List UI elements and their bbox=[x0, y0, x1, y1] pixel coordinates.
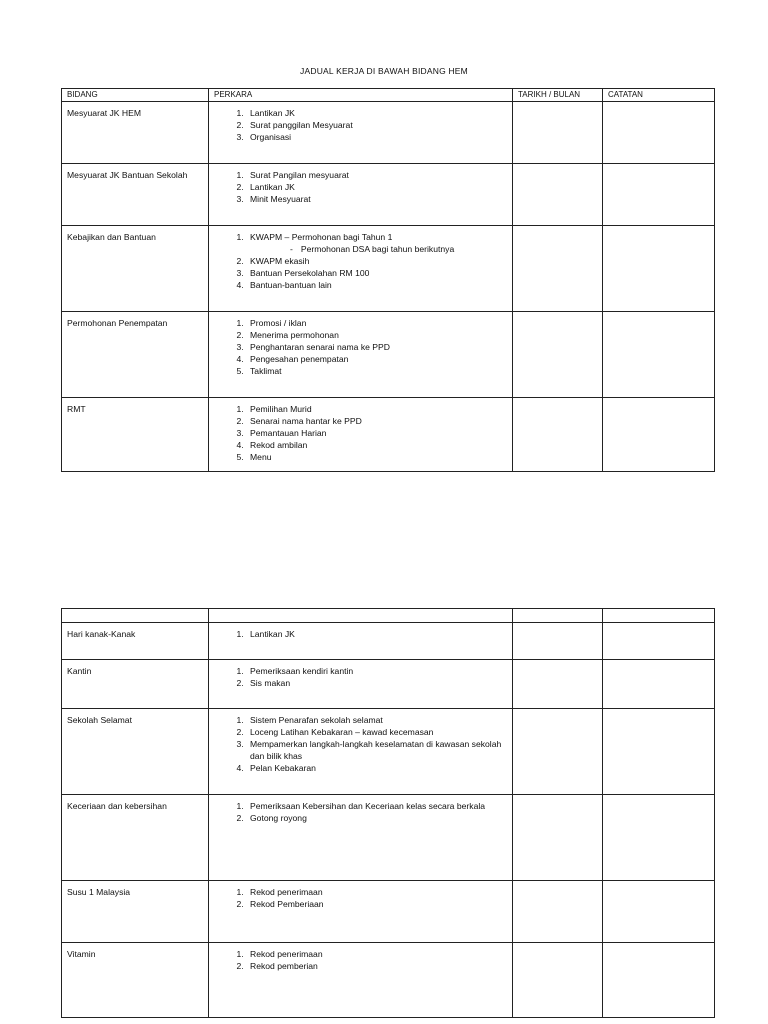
area-cell: RMT bbox=[62, 398, 209, 472]
items-cell bbox=[209, 312, 513, 398]
list-item: 1. Pemilihan Murid bbox=[246, 403, 507, 415]
header-tarikh-bulan: TARIKH / BULAN bbox=[513, 89, 603, 102]
date-cell[interactable] bbox=[513, 660, 603, 709]
date-cell[interactable] bbox=[513, 623, 603, 660]
list-item: 3. Minit Mesyuarat bbox=[246, 193, 507, 205]
items-list bbox=[214, 881, 507, 910]
area-cell: Susu 1 Malaysia bbox=[62, 881, 209, 943]
table-row bbox=[62, 623, 715, 660]
notes-cell[interactable] bbox=[603, 623, 715, 660]
area-cell: Vitamin bbox=[62, 943, 209, 1018]
table-row bbox=[62, 164, 715, 226]
date-cell[interactable] bbox=[513, 226, 603, 312]
table-row bbox=[62, 312, 715, 398]
header-cell bbox=[513, 609, 603, 623]
table-row bbox=[62, 709, 715, 795]
list-item: 2. KWAPM ekasih bbox=[246, 255, 507, 267]
table-row bbox=[62, 660, 715, 709]
area-cell: Permohonan Penempatan bbox=[62, 312, 209, 398]
header-bidang: BIDANG bbox=[62, 89, 209, 102]
area-cell: Keceriaan dan kebersihan bbox=[62, 795, 209, 881]
date-cell[interactable] bbox=[513, 102, 603, 164]
table-row bbox=[62, 943, 715, 1018]
list-item: 1. Surat Pangilan mesyuarat bbox=[246, 169, 507, 181]
items-cell bbox=[209, 881, 513, 943]
items-cell bbox=[209, 226, 513, 312]
items-list bbox=[214, 795, 507, 824]
date-cell[interactable] bbox=[513, 398, 603, 472]
area-cell: Mesyuarat JK Bantuan Sekolah bbox=[62, 164, 209, 226]
list-item: 5. Menu bbox=[246, 451, 507, 463]
list-item: 4. Bantuan-bantuan lain bbox=[246, 279, 507, 291]
date-cell[interactable] bbox=[513, 881, 603, 943]
list-item: 2. Lantikan JK bbox=[246, 181, 507, 193]
work-schedule-table-1 bbox=[61, 88, 715, 472]
date-cell[interactable] bbox=[513, 312, 603, 398]
table-header-row bbox=[62, 609, 715, 623]
notes-cell[interactable] bbox=[603, 312, 715, 398]
list-item: 1. Lantikan JK bbox=[246, 107, 507, 119]
table-row bbox=[62, 795, 715, 881]
area-cell: Kantin bbox=[62, 660, 209, 709]
items-list bbox=[214, 623, 507, 640]
list-item: 3. Mempamerkan langkah-langkah keselamatan di kawasan sekolah dan bilik khas bbox=[246, 738, 507, 762]
notes-cell[interactable] bbox=[603, 102, 715, 164]
items-list bbox=[214, 709, 507, 774]
notes-cell[interactable] bbox=[603, 164, 715, 226]
sub-list-item: - Permohonan DSA bagi tahun berikutnya bbox=[300, 243, 507, 255]
list-item: 2. Gotong royong bbox=[246, 812, 507, 824]
notes-cell[interactable] bbox=[603, 660, 715, 709]
area-cell: Sekolah Selamat bbox=[62, 709, 209, 795]
table-row bbox=[62, 881, 715, 943]
list-item: 2. Rekod pemberian bbox=[246, 960, 507, 972]
list-item: 2. Loceng Latihan Kebakaran – kawad kecemasan bbox=[246, 726, 507, 738]
area-cell: Mesyuarat JK HEM bbox=[62, 102, 209, 164]
list-item: 4. Rekod ambilan bbox=[246, 439, 507, 451]
table-header-row bbox=[62, 89, 715, 102]
notes-cell[interactable] bbox=[603, 795, 715, 881]
list-item: 4. Pelan Kebakaran bbox=[246, 762, 507, 774]
items-cell bbox=[209, 795, 513, 881]
items-list bbox=[214, 660, 507, 689]
list-item: 1. Pemeriksaan Kebersihan dan Keceriaan kelas secara berkala bbox=[246, 800, 507, 812]
header-cell bbox=[209, 609, 513, 623]
area-cell: Hari kanak-Kanak bbox=[62, 623, 209, 660]
notes-cell[interactable] bbox=[603, 943, 715, 1018]
date-cell[interactable] bbox=[513, 943, 603, 1018]
date-cell[interactable] bbox=[513, 795, 603, 881]
sub-list bbox=[250, 243, 507, 255]
table-row bbox=[62, 102, 715, 164]
header-cell bbox=[62, 609, 209, 623]
items-list bbox=[214, 398, 507, 463]
list-item: 2. Senarai nama hantar ke PPD bbox=[246, 415, 507, 427]
items-list bbox=[214, 164, 507, 205]
list-item: 3. Bantuan Persekolahan RM 100 bbox=[246, 267, 507, 279]
notes-cell[interactable] bbox=[603, 226, 715, 312]
work-schedule-table-2 bbox=[61, 608, 715, 1018]
notes-cell[interactable] bbox=[603, 398, 715, 472]
items-list bbox=[214, 943, 507, 972]
items-list bbox=[214, 312, 507, 377]
list-item-text: KWAPM – Permohonan bagi Tahun 1 bbox=[250, 232, 393, 242]
items-list bbox=[214, 226, 507, 291]
items-cell bbox=[209, 102, 513, 164]
items-cell bbox=[209, 660, 513, 709]
items-cell bbox=[209, 623, 513, 660]
items-cell bbox=[209, 398, 513, 472]
header-catatan: CATATAN bbox=[603, 89, 715, 102]
items-cell bbox=[209, 943, 513, 1018]
header-cell bbox=[603, 609, 715, 623]
list-item: 2. Rekod Pemberiaan bbox=[246, 898, 507, 910]
list-item: 4. Pengesahan penempatan bbox=[246, 353, 507, 365]
list-item: 1. Sistem Penarafan sekolah selamat bbox=[246, 714, 507, 726]
list-item: 5. Taklimat bbox=[246, 365, 507, 377]
date-cell[interactable] bbox=[513, 164, 603, 226]
date-cell[interactable] bbox=[513, 709, 603, 795]
table-row bbox=[62, 398, 715, 472]
list-item: 3. Pemantauan Harian bbox=[246, 427, 507, 439]
list-item: 1. Promosi / iklan bbox=[246, 317, 507, 329]
list-item: 1. Pemeriksaan kendiri kantin bbox=[246, 665, 507, 677]
notes-cell[interactable] bbox=[603, 709, 715, 795]
items-cell bbox=[209, 164, 513, 226]
list-item: 2. Menerima permohonan bbox=[246, 329, 507, 341]
list-item: 2. Surat panggilan Mesyuarat bbox=[246, 119, 507, 131]
table-row bbox=[62, 226, 715, 312]
list-item: 1. Rekod penerimaan bbox=[246, 886, 507, 898]
list-item: 1. Lantikan JK bbox=[246, 628, 507, 640]
list-item: 3. Organisasi bbox=[246, 131, 507, 143]
header-perkara: PERKARA bbox=[209, 89, 513, 102]
document-title: JADUAL KERJA DI BAWAH BIDANG HEM bbox=[300, 66, 468, 76]
list-item: 3. Penghantaran senarai nama ke PPD bbox=[246, 341, 507, 353]
list-item: 2. Sis makan bbox=[246, 677, 507, 689]
list-item: 1. Rekod penerimaan bbox=[246, 948, 507, 960]
items-cell bbox=[209, 709, 513, 795]
list-item bbox=[246, 231, 507, 255]
items-list bbox=[214, 102, 507, 143]
area-cell: Kebajikan dan Bantuan bbox=[62, 226, 209, 312]
notes-cell[interactable] bbox=[603, 881, 715, 943]
